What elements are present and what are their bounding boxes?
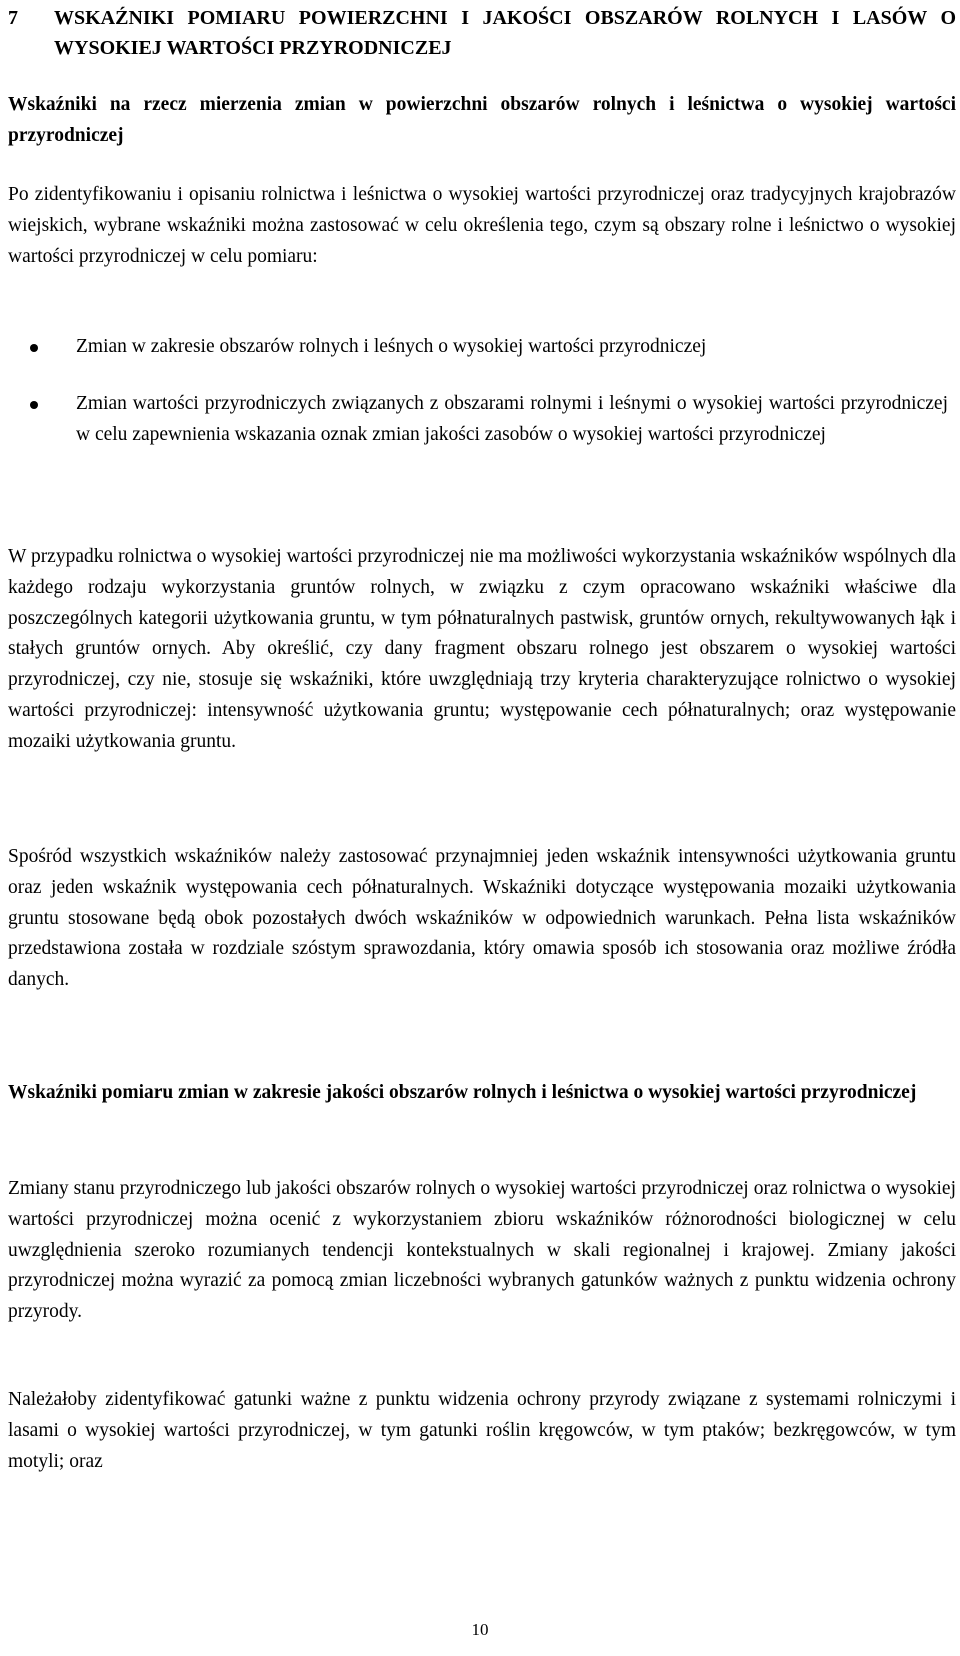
paragraph-block (8, 1385, 956, 1477)
bullet-icon (30, 401, 38, 409)
page-number: 10 (471, 1620, 489, 1639)
paragraph-block (8, 542, 956, 758)
list-item (0, 389, 948, 451)
paragraph-block (8, 842, 956, 996)
section-heading: Wskaźniki pomiaru zmian w zakresie jakości obszarów rolnych i leśnictwa o wysokiej wartości przyrodniczej (8, 1082, 917, 1103)
measurement-bullet-list (0, 332, 948, 450)
chapter-heading (8, 3, 956, 63)
paragraph: W przypadku rolnictwa o wysokiej wartości przyrodniczej nie ma możliwości wykorzystania wskaźników wspólnych dla każdego rodzaju wykorzystania gruntów rolnych, w związku z czym opracowano wskaźniki właściwe dla poszczególnych kategorii użytkowania gruntu, w tym półnaturalnych pastwisk, gruntów ornych, rekultywowanych łąk i stałych gruntów ornych. Aby określić, czy dany fragment obszaru rolnego jest obszarem o wysokiej wartości przyrodniczej, czy nie, stosuje się wskaźniki, które uwzględniają trzy kryteria charakteryzujące rolnictwo o wysokiej wartości przyrodniczej: intensywność użytkowania gruntu; występowanie cech półnaturalnych; oraz występowanie mozaiki użytkowania gruntu. (8, 546, 956, 752)
list-item (0, 332, 948, 363)
intro-paragraph: Po zidentyfikowaniu i opisaniu rolnictwa i leśnictwa o wysokiej wartości przyrodniczej oraz tradycyjnych krajobrazów wiejskich, wybrane wskaźniki można zastosować w celu określenia tego, czym są obszary rolne i leśnictwo o wysokiej wartości przyrodniczej w celu pomiaru: (8, 184, 956, 267)
section-heading-quality-change (8, 1078, 956, 1109)
paragraph-block (8, 1174, 956, 1328)
bullet-icon (30, 344, 38, 352)
section-heading-area-change (8, 90, 956, 151)
chapter-number: 7 (8, 7, 18, 29)
paragraph: Należałoby zidentyfikować gatunki ważne z punktu widzenia ochrony przyrody związane z systemami rolniczymi i lasami o wysokiej wartości przyrodniczej, w tym gatunki roślin kręgowców, w tym ptaków; bezkręgowców, w tym motyli; oraz (8, 1389, 956, 1472)
list-item-text: Zmian wartości przyrodniczych związanych z obszarami rolnymi i leśnymi o wysokiej wartości przyrodniczej w celu zapewnienia wskazania oznak zmian jakości zasobów o wysokiej wartości przyrodniczej (76, 392, 948, 445)
list-item-text: Zmian w zakresie obszarów rolnych i leśnych o wysokiej wartości przyrodniczej (76, 336, 707, 357)
chapter-title: WSKAŹNIKI POMIARU POWIERZCHNI I JAKOŚCI OBSZARÓW ROLNYCH I LASÓW O WYSOKIEJ WARTOŚCI PRZYRODNICZEJ (54, 7, 956, 59)
section-heading: Wskaźniki na rzecz mierzenia zmian w powierzchni obszarów rolnych i leśnictwa o wysokiej wartości przyrodniczej (8, 94, 956, 146)
paragraph: Zmiany stanu przyrodniczego lub jakości obszarów rolnych o wysokiej wartości przyrodniczej oraz rolnictwa o wysokiej wartości przyrodniczej można ocenić z wykorzystaniem zbioru wskaźników różnorodności biologicznej w celu uwzględnienia szeroko rozumianych tendencji kontekstualnych w skali regionalnej i krajowej. Zmiany jakości przyrodniczej można wyrazić za pomocą zmian liczebności wybranych gatunków ważnych z punktu widzenia ochrony przyrody. (8, 1178, 956, 1323)
paragraph: Spośród wszystkich wskaźników należy zastosować przynajmniej jeden wskaźnik intensywności użytkowania gruntu oraz jeden wskaźnik występowania cech półnaturalnych. Wskaźniki dotyczące występowania mozaiki użytkowania gruntu stosowane będą obok pozostałych dwóch wskaźników w odpowiednich warunkach. Pełna lista wskaźników przedstawiona została w rozdziale szóstym sprawozdania, który omawia sposób ich stosowania oraz możliwe źródła danych. (8, 846, 956, 991)
intro-paragraph-block (8, 180, 956, 272)
